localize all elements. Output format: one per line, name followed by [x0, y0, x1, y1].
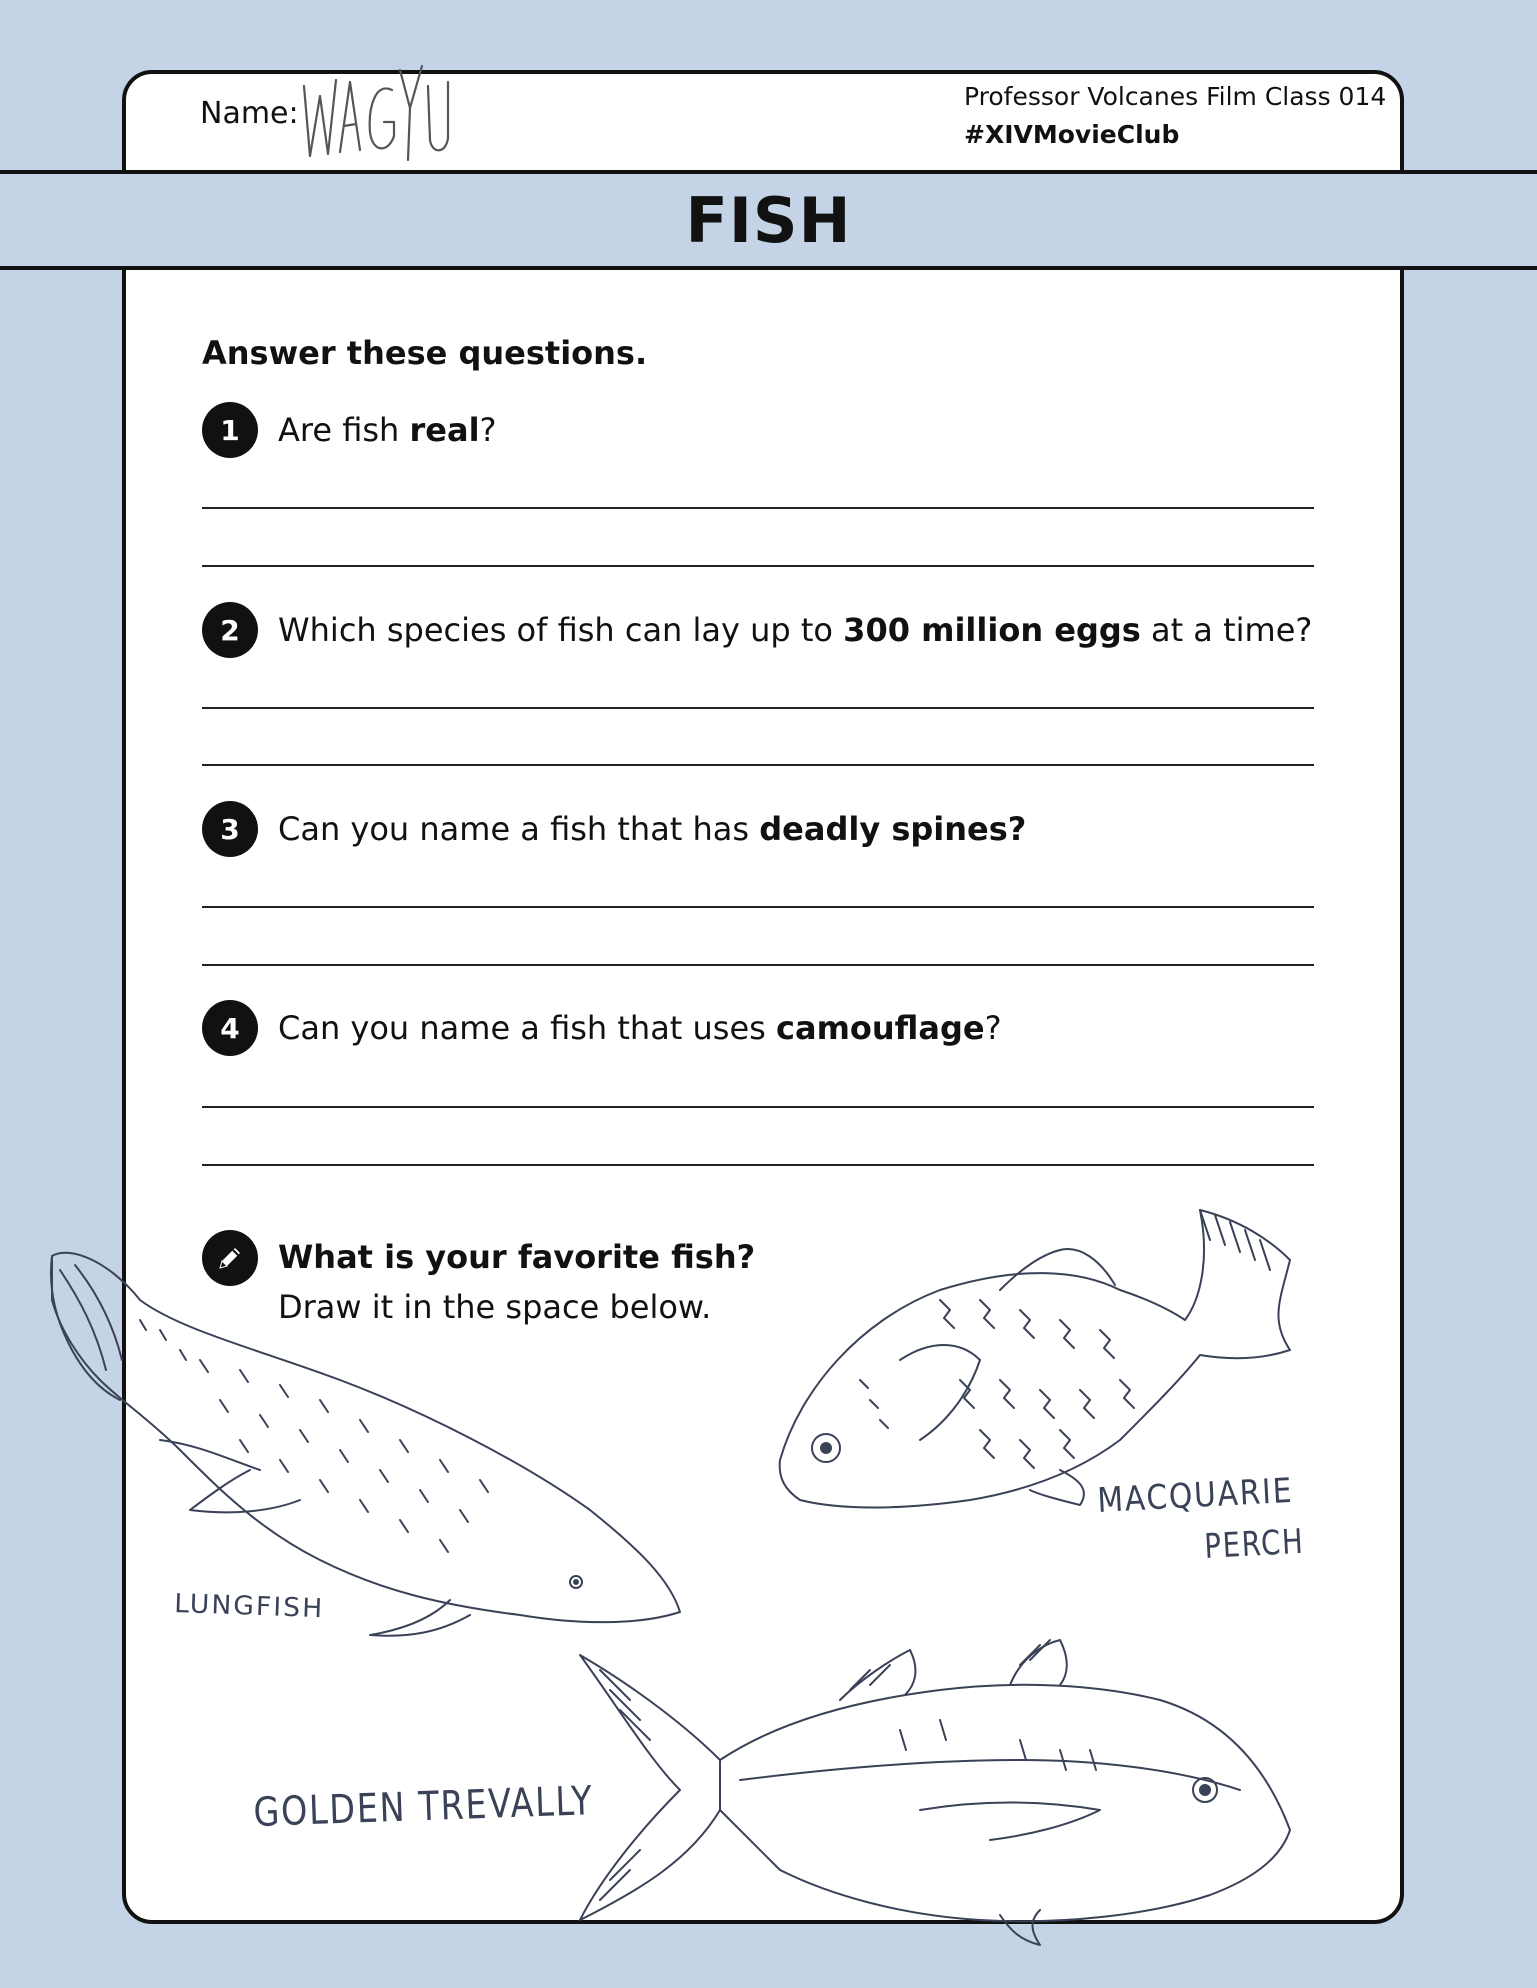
- worksheet-title: FISH: [685, 183, 852, 257]
- question-number-badge: 2: [202, 602, 258, 658]
- question-number-badge: 4: [202, 1000, 258, 1056]
- question-1: [202, 400, 497, 460]
- question-number-badge: 3: [202, 801, 258, 857]
- answer-line-3a[interactable]: [202, 906, 1314, 908]
- favorite-fish-prompt: [202, 1230, 278, 1286]
- answer-line-4a[interactable]: [202, 1106, 1314, 1108]
- question-3: [202, 799, 1026, 859]
- answer-line-1b[interactable]: [202, 565, 1314, 567]
- lungfish-label: LUNGFISH: [173, 1589, 322, 1625]
- answer-line-3b[interactable]: [202, 964, 1314, 966]
- question-2: [202, 600, 1312, 660]
- question-text: Are fish real?: [278, 411, 497, 449]
- trevally-label: GOLDEN TREVALLY: [252, 1775, 661, 1836]
- answer-line-4b[interactable]: [202, 1164, 1314, 1166]
- favorite-fish-subtitle: Draw it in the space below.: [278, 1288, 712, 1326]
- answer-line-2a[interactable]: [202, 707, 1314, 709]
- favorite-fish-title: What is your favorite fish?: [278, 1238, 756, 1276]
- handwritten-name-signature: [296, 56, 456, 176]
- pencil-icon: [202, 1230, 258, 1286]
- question-4: [202, 998, 1002, 1058]
- perch-label-line1: MACQUARIE: [1096, 1469, 1322, 1521]
- question-text: Which species of fish can lay up to 300 million eggs at a time?: [278, 611, 1313, 649]
- answer-line-2b[interactable]: [202, 764, 1314, 766]
- instructions: Answer these questions.: [202, 334, 648, 372]
- question-text: Can you name a fish that uses camouflage?: [278, 1009, 1002, 1047]
- hashtag: #XIVMovieClub: [964, 120, 1180, 149]
- title-band: [0, 170, 1537, 270]
- question-number-badge: 1: [202, 402, 258, 458]
- class-line: Professor Volcanes Film Class 014: [964, 82, 1387, 111]
- name-label: Name:: [200, 96, 299, 131]
- question-text: Can you name a fish that has deadly spines?: [278, 810, 1027, 848]
- answer-line-1a[interactable]: [202, 507, 1314, 509]
- perch-label-line2: PERCH: [1203, 1520, 1329, 1567]
